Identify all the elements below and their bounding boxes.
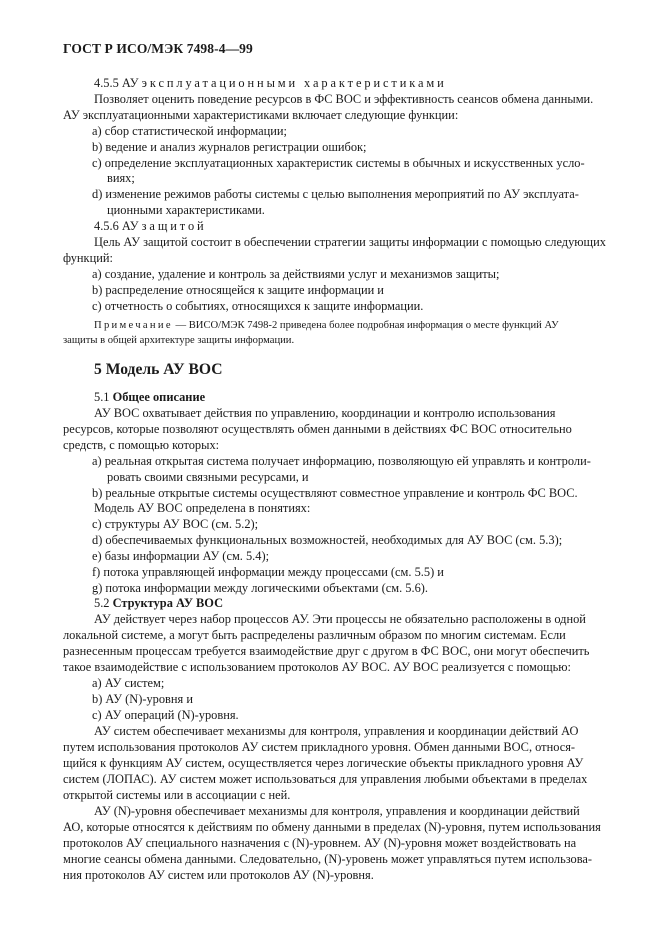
list-item-continuation: ровать своими связными ресурсами, и [107,470,309,484]
paragraph: АУ ВОС охватывает действия по управлению, координации и контролю использования [94,406,556,420]
list-item: e) базы информации АУ (см. 5.4); [92,549,270,563]
paragraph: систем (ЛОПАС). АУ систем может использоваться для управления любыми объектами в пределах [63,772,588,786]
note: Примечание — ВИСО/МЭК 7498-2 приведена более подробная информация о месте функций АУ [94,320,559,331]
paragraph: путем использования протоколов АУ систем прикладного уровня. Обмен данными ВОС, относя- [63,740,576,754]
paragraph: функций: [63,251,113,265]
paragraph: разнесенным процессам требуется взаимодействие друг с другом в ФС ВОС, они могут обеспечить [63,644,590,658]
list-item: c) определение эксплуатационных характеристик системы в обычных и искусственных усло- [92,156,585,170]
document-header: ГОСТ Р ИСО/МЭК 7498-4—99 [63,41,253,56]
paragraph: средств, с помощью которых: [63,438,220,452]
paragraph: ресурсов, которые позволяют осуществлять обмен данными в действиях ФС ВОС относительно [63,422,572,436]
list-item: f) потока управляющей информации между процессами (см. 5.5) и [92,565,444,579]
paragraph: Модель АУ ВОС определена в понятиях: [94,501,311,515]
paragraph: щийся к функциям АУ систем, осуществляется через логические объекты прикладного уровня АУ [63,756,584,770]
subsection-5-2-heading: 5.2 Структура АУ ВОС [94,596,224,610]
section-5-heading: 5 Модель АУ ВОС [94,361,223,378]
list-item: c) АУ операций (N)-уровня. [92,708,239,722]
paragraph: открытой системы или в ассоциации с ней. [63,788,291,802]
list-item: a) реальная открытая система получает информацию, позволяющую ей управлять и контроли- [92,454,591,468]
paragraph: многие сеансы обмена данными. Следовательно, (N)-уровень может управляться путем использова- [63,852,593,866]
list-item-continuation: виях; [107,171,135,185]
paragraph: Цель АУ защитой состоит в обеспечении стратегии защиты информации с помощью следующих [94,235,606,249]
paragraph: Позволяет оценить поведение ресурсов в ФС ВОС и эффективность сеансов обмена данными. [94,92,594,106]
subsection-5-1-heading: 5.1 Общее описание [94,390,206,404]
paragraph: протоколов АУ специального назначения с (N)-уровнем. АУ (N)-уровня может воздействовать на [63,836,577,850]
paragraph: ния протоколов АУ систем или протоколов АУ (N)-уровня. [63,868,374,882]
list-item: d) изменение режимов работы системы с целью выполнения мероприятий по АУ эксплуата- [92,187,579,201]
paragraph: АУ (N)-уровня обеспечивает механизмы для контроля, управления и координации действий [94,804,580,818]
paragraph: АУ действует через набор процессов АУ. Эти процессы не обязательно расположены в одной [94,612,586,626]
note-continuation: защиты в общей архитектуре защиты информации. [63,335,295,346]
paragraph: АУ эксплуатационными характеристиками включает следующие функции: [63,108,459,122]
list-item: g) потока информации между логическими объектами (см. 5.6). [92,581,429,595]
subsection-4-5-6-heading: 4.5.6 АУ защитой [94,219,207,233]
list-item: a) сбор статистической информации; [92,124,287,138]
list-item: a) создание, удаление и контроль за действиями услуг и механизмов защиты; [92,267,500,281]
paragraph: такое взаимодействие с использованием протоколов АУ ВОС. АУ ВОС реализуется с помощью: [63,660,571,674]
paragraph: АУ систем обеспечивает механизмы для контроля, управления и координации действий АО [94,724,579,738]
list-item: b) распределение относящейся к защите информации и [92,283,384,297]
list-item: a) АУ систем; [92,676,165,690]
list-item: c) отчетность о событиях, относящихся к защите информации. [92,299,424,313]
subsection-4-5-5-heading: 4.5.5 АУ эксплуатационными характеристиками [94,76,447,90]
list-item: b) ведение и анализ журналов регистрации ошибок; [92,140,367,154]
paragraph: АО, которые относятся к действиям по обмену данными в пределах (N)-уровня, путем использования [63,820,601,834]
list-item: b) реальные открытые системы осуществляют совместное управление и контроль ФС ВОС. [92,486,578,500]
list-item: b) АУ (N)-уровня и [92,692,193,706]
list-item: d) обеспечиваемых функциональных возможностей, необходимых для АУ ВОС (см. 5.3); [92,533,563,547]
paragraph: локальной системе, а могут быть распределены различным образом по многим системам. Если [63,628,566,642]
list-item-continuation: ционными характеристиками. [107,203,265,217]
list-item: c) структуры АУ ВОС (см. 5.2); [92,517,259,531]
